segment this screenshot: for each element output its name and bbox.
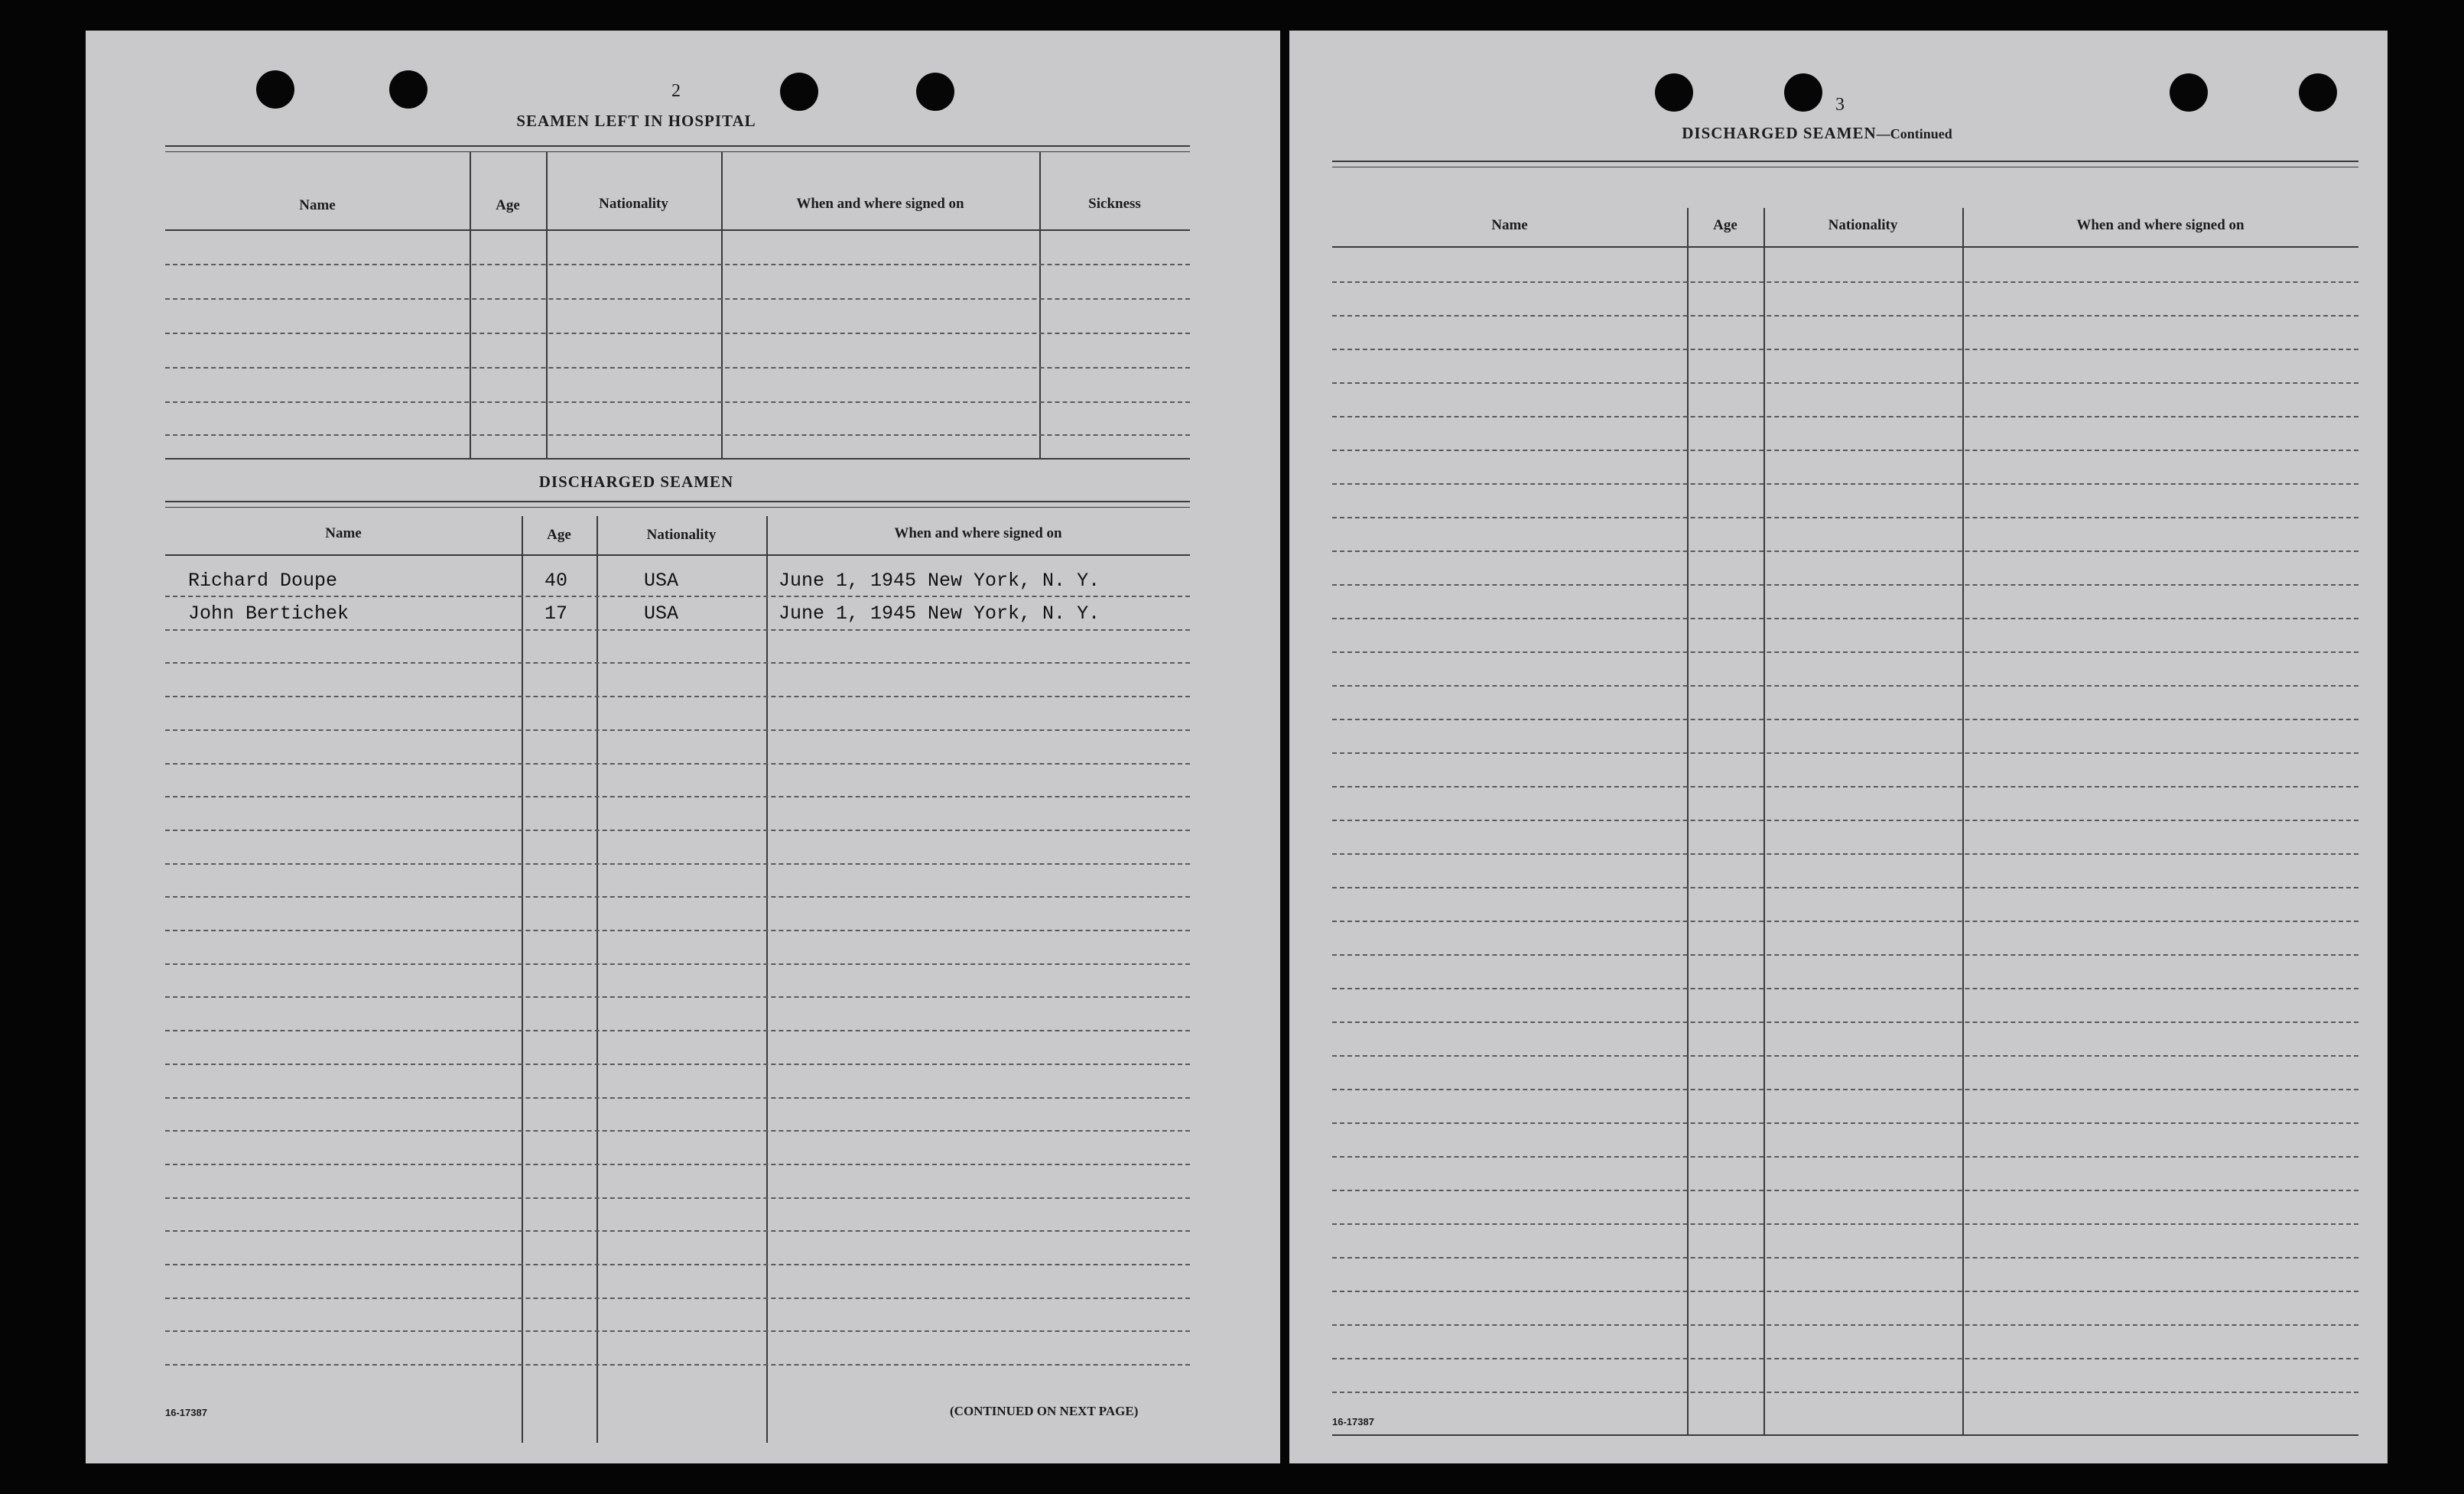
hospital-section-title: SEAMEN LEFT IN HOSPITAL [516, 112, 756, 130]
seaman-nationality: USA [644, 570, 679, 592]
punch-hole [256, 70, 294, 109]
column-divider [522, 516, 523, 1443]
table-row-line [165, 830, 1190, 831]
header-age: Age [547, 527, 571, 543]
table-row-line [165, 696, 1190, 697]
table-row-line [165, 729, 1190, 731]
header-sickness: Sickness [1088, 196, 1141, 212]
table-row-line [165, 1097, 1190, 1099]
table-row-line [1332, 887, 2358, 888]
table-row-line [1332, 1156, 2358, 1158]
table-row-line [165, 298, 1190, 300]
table-row-line [1332, 1257, 2358, 1259]
table-row-line [165, 367, 1190, 369]
table-row-line [1332, 281, 2358, 283]
seaman-age: 17 [544, 602, 568, 625]
seaman-name: Richard Doupe [188, 570, 338, 592]
column-divider [1962, 208, 1964, 1434]
table-row-line [1332, 1089, 2358, 1090]
punch-hole [1655, 73, 1693, 112]
table-row-line [1332, 651, 2358, 653]
table-row-line [165, 763, 1190, 765]
header-signed-on: When and where signed on [894, 525, 1062, 541]
column-divider [596, 516, 598, 1443]
table-row-line [165, 1130, 1190, 1132]
header-rule [165, 229, 1190, 231]
section-title-suffix: —Continued [1876, 126, 1952, 141]
seaman-nationality: USA [644, 602, 679, 625]
table-row-line [165, 662, 1190, 664]
table-row-line [165, 863, 1190, 865]
header-name: Name [1491, 217, 1528, 233]
form-number: 16-17387 [1332, 1416, 1374, 1427]
table-row-line [165, 1364, 1190, 1366]
table-row-line [1332, 584, 2358, 586]
table-row-line [1332, 752, 2358, 754]
table-row-line [165, 264, 1190, 265]
table-row-line [165, 1197, 1190, 1199]
table-top-rule [1332, 161, 2358, 167]
continued-note: (CONTINUED ON NEXT PAGE) [950, 1404, 1139, 1418]
table-row-line [1332, 988, 2358, 989]
punch-hole [2299, 73, 2337, 112]
header-nationality: Nationality [1828, 217, 1898, 233]
discharged-continued-table [1332, 161, 2358, 1436]
table-row-line [165, 896, 1190, 898]
table-row-line [165, 996, 1190, 998]
table-row-line [165, 1264, 1190, 1265]
table-row-line [165, 1230, 1190, 1232]
table-row-line [165, 333, 1190, 334]
table-row-line [165, 1330, 1190, 1332]
table-row-line [1332, 382, 2358, 384]
header-nationality: Nationality [646, 527, 717, 543]
punch-hole [389, 70, 427, 109]
table-bottom-rule [1332, 1434, 2358, 1436]
table-row-line [1332, 921, 2358, 922]
column-divider [766, 516, 768, 1443]
table-row-line [1332, 1055, 2358, 1057]
table-row-line [1332, 786, 2358, 788]
table-row-line [165, 930, 1190, 931]
table-row-line [1332, 517, 2358, 518]
table-row-line [1332, 349, 2358, 350]
seaman-age: 40 [544, 570, 568, 592]
table-row-line [1332, 1392, 2358, 1393]
header-rule [165, 554, 1190, 556]
seaman-signed-on: June 1, 1945 New York, N. Y. [779, 602, 1100, 625]
table-row-line [1332, 1021, 2358, 1023]
discharged-section-title: DISCHARGED SEAMEN [538, 473, 734, 491]
table-row-line [1332, 719, 2358, 720]
table-row-line [1332, 1291, 2358, 1292]
table-row-line [1332, 954, 2358, 956]
table-row-line [165, 963, 1190, 965]
table-row-line [1332, 1358, 2358, 1359]
header-rule [1332, 246, 2358, 248]
form-number: 16-17387 [165, 1407, 207, 1418]
table-row-line [1332, 1122, 2358, 1124]
table-row-line [165, 596, 1190, 597]
table-top-rule [165, 501, 1190, 508]
seaman-signed-on: June 1, 1945 New York, N. Y. [779, 570, 1100, 592]
table-bottom-rule [165, 458, 1190, 460]
discharged-continued-title [1580, 124, 2054, 143]
table-row-line [1332, 618, 2358, 619]
table-row-line [165, 1298, 1190, 1299]
table-row-line [1332, 315, 2358, 317]
column-divider [1763, 208, 1765, 1434]
punch-hole [916, 73, 954, 111]
hospital-table [165, 145, 1190, 459]
table-row-line [1332, 416, 2358, 417]
table-row-line [1332, 1324, 2358, 1326]
table-row-line [165, 401, 1190, 403]
header-age: Age [1713, 217, 1737, 233]
section-title-main: DISCHARGED SEAMEN [1682, 124, 1877, 142]
left-page [86, 31, 1280, 1463]
table-row-line [1332, 1223, 2358, 1225]
table-row-line [165, 796, 1190, 797]
table-row-line [165, 1164, 1190, 1165]
right-page [1289, 31, 2388, 1463]
table-row-line [165, 1064, 1190, 1065]
page-number: 3 [1835, 95, 1845, 115]
table-row-line [165, 629, 1190, 631]
table-top-rule [165, 145, 1190, 152]
table-row-line [165, 434, 1190, 436]
table-row-line [1332, 1190, 2358, 1191]
table-row-line [1332, 551, 2358, 552]
header-nationality: Nationality [599, 196, 668, 212]
punch-hole [780, 73, 818, 111]
column-divider [1687, 208, 1689, 1434]
punch-hole [2170, 73, 2208, 112]
seaman-name: John Bertichek [188, 602, 349, 625]
header-name: Name [299, 197, 336, 213]
header-signed-on: When and where signed on [2076, 217, 2245, 233]
table-row-line [1332, 483, 2358, 485]
table-row-line [165, 1030, 1190, 1031]
table-row-line [1332, 820, 2358, 821]
header-name: Name [325, 525, 362, 541]
table-row-line [1332, 853, 2358, 855]
header-age: Age [496, 197, 520, 213]
table-row-line [1332, 685, 2358, 687]
page-number: 2 [671, 81, 681, 101]
table-row-line [1332, 450, 2358, 451]
header-signed-on: When and where signed on [796, 196, 964, 212]
discharged-table [165, 501, 1190, 1434]
